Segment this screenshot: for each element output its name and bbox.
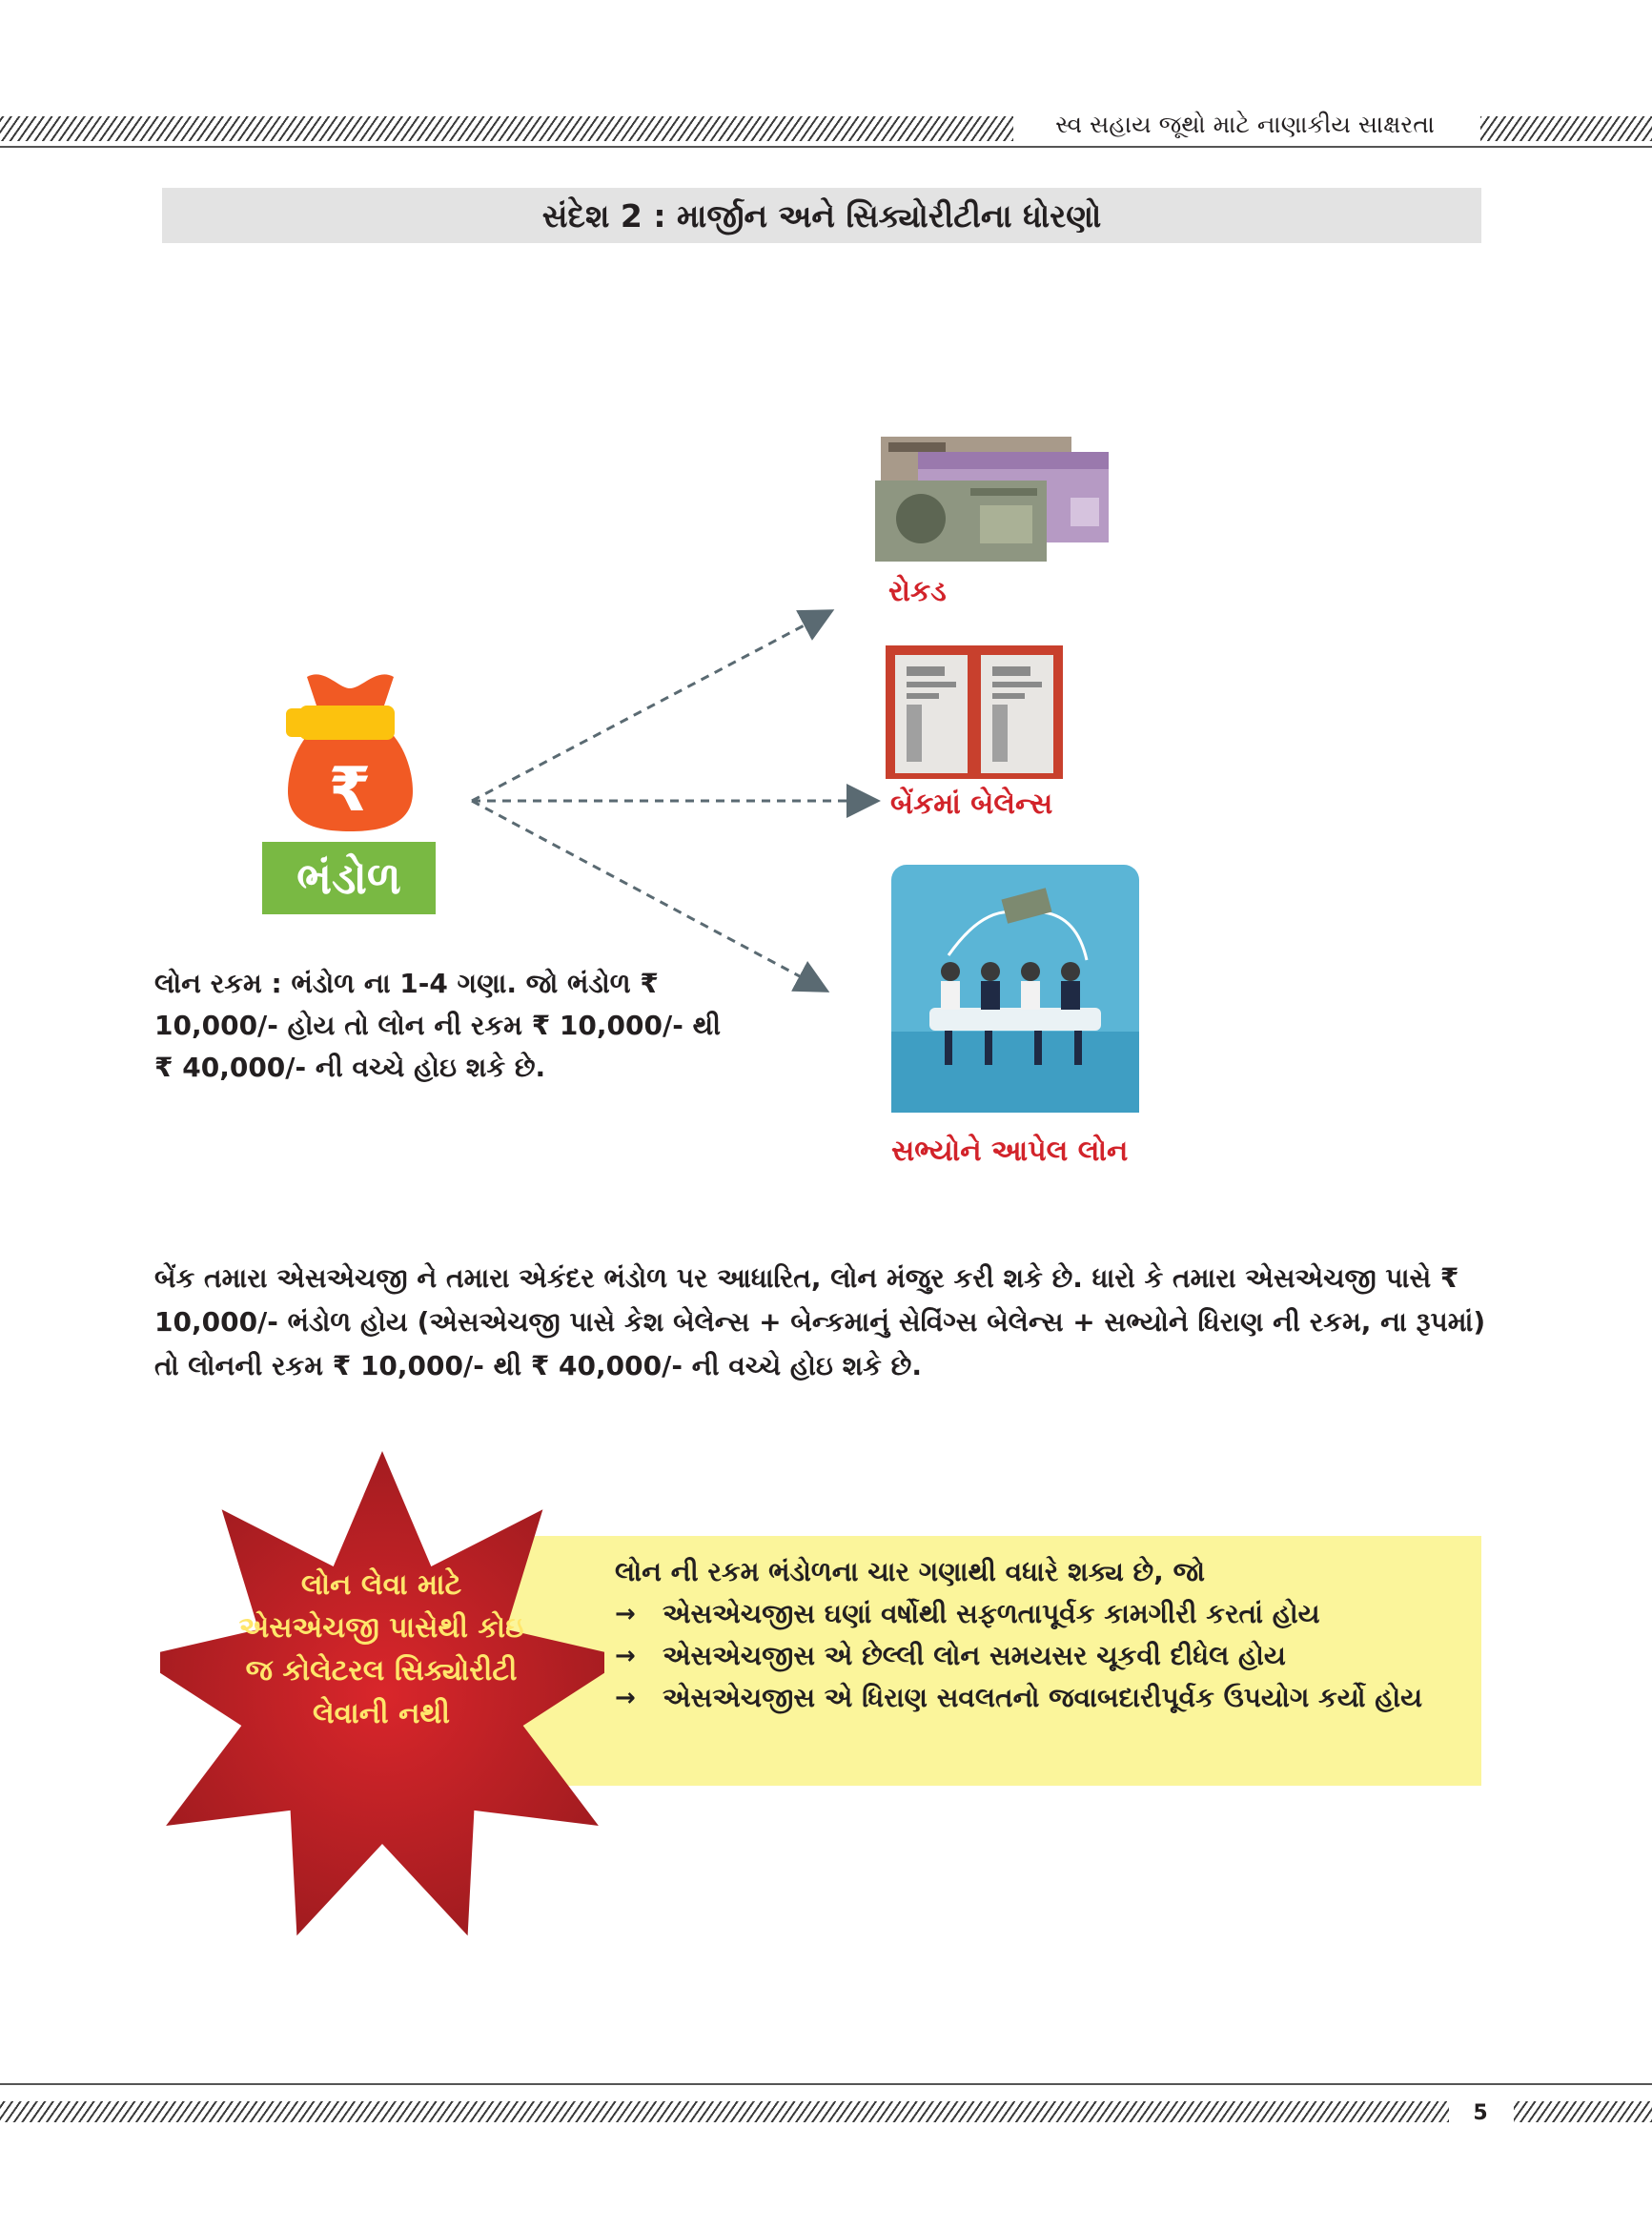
- conditions-list: [615, 1551, 1468, 1719]
- section-title: સંદેશ 2 : માર્જીન અને સિક્યોરીટીના ધોરણો: [541, 197, 1102, 235]
- condition-text: એસએચજીસ એ છેલ્લી લોન સમયસર ચૂકવી દીધેલ હોય: [663, 1640, 1286, 1671]
- arrow-bullet-icon: →: [615, 1642, 636, 1670]
- explanation-paragraph: બેંક તમારા એસએચજી ને તમારા એકંદર ભંડોળ પર આધારિત, લોન મંજુર કરી શકે છે. ધારો કે તમારા એસએચજી પાસે ₹ 10,000/- ભંડોળ હોય (એસએચજી પાસે કેશ બેલેન્સ + બેન્કમાનું સેવિંગ્સ બેલેન્સ + સભ્યોને ધિરાણ ની રકમ, ના રૂપમાં) તો લોનની રકમ ₹ 10,000/- થી ₹ 40,000/- ની વચ્ચે હોઇ શકે છે.: [154, 1262, 1486, 1381]
- arrow-bullet-icon: →: [615, 1684, 636, 1712]
- member-loans-caption: સભ્યોને આપેલ લોન: [891, 1135, 1129, 1168]
- condition-item: [615, 1677, 1468, 1719]
- no-collateral-note: લોન લેવા માટે એસએચજી પાસેથી કોઇ જ કોલેટરલ સિક્યોરીટી લેવાની નથી: [238, 1568, 524, 1730]
- footer-hatch-left: [0, 2101, 1449, 2122]
- page-number: 5: [1473, 2101, 1488, 2125]
- arrow-to-loans: [472, 801, 825, 990]
- bank-building-image: [886, 645, 1063, 779]
- arrow-to-cash: [472, 612, 829, 801]
- group-meeting-image: [891, 865, 1139, 1113]
- condition-item: [615, 1635, 1468, 1677]
- running-header: સ્વ સહાય જૂથો માટે નાણાકીય સાક્ષરતા: [1055, 111, 1435, 138]
- loan-amount-description: લોન રકમ : ભંડોળ ના 1-4 ગણા. જો ભંડોળ ₹ 10,000/- હોય તો લોન ની રકમ ₹ 10,000/- થી ₹ 40,000/- ની વચ્ચે હોઇ શકે છે.: [154, 968, 722, 1083]
- arrow-bullet-icon: →: [615, 1600, 636, 1628]
- svg-text:₹: ₹: [328, 755, 372, 826]
- currency-notes-image: [875, 431, 1109, 564]
- footer-rule: [0, 2083, 1652, 2085]
- bank-balance-caption: બેંકમાં બેલેન્સ: [890, 788, 1053, 821]
- condition-text: એસએચજીસ એ ધિરાણ સવલતનો જવાબદારીપૂર્વક ઉપયોગ કર્યો હોય: [663, 1682, 1423, 1713]
- condition-text: એસએચજીસ ઘણાં વર્ષોથી સફળતાપૂર્વક કામગીરી કરતાં હોય: [663, 1598, 1320, 1629]
- conditions-intro: લોન ની રકમ ભંડોળના ચાર ગણાથી વધારે શક્ય છે, જો: [615, 1556, 1206, 1587]
- fund-label: ભંડોળ: [262, 842, 436, 914]
- footer-hatch-right: [1514, 2101, 1652, 2122]
- cash-caption: રોકડ: [888, 575, 947, 608]
- condition-item: [615, 1593, 1468, 1635]
- money-bag-icon: [286, 667, 415, 834]
